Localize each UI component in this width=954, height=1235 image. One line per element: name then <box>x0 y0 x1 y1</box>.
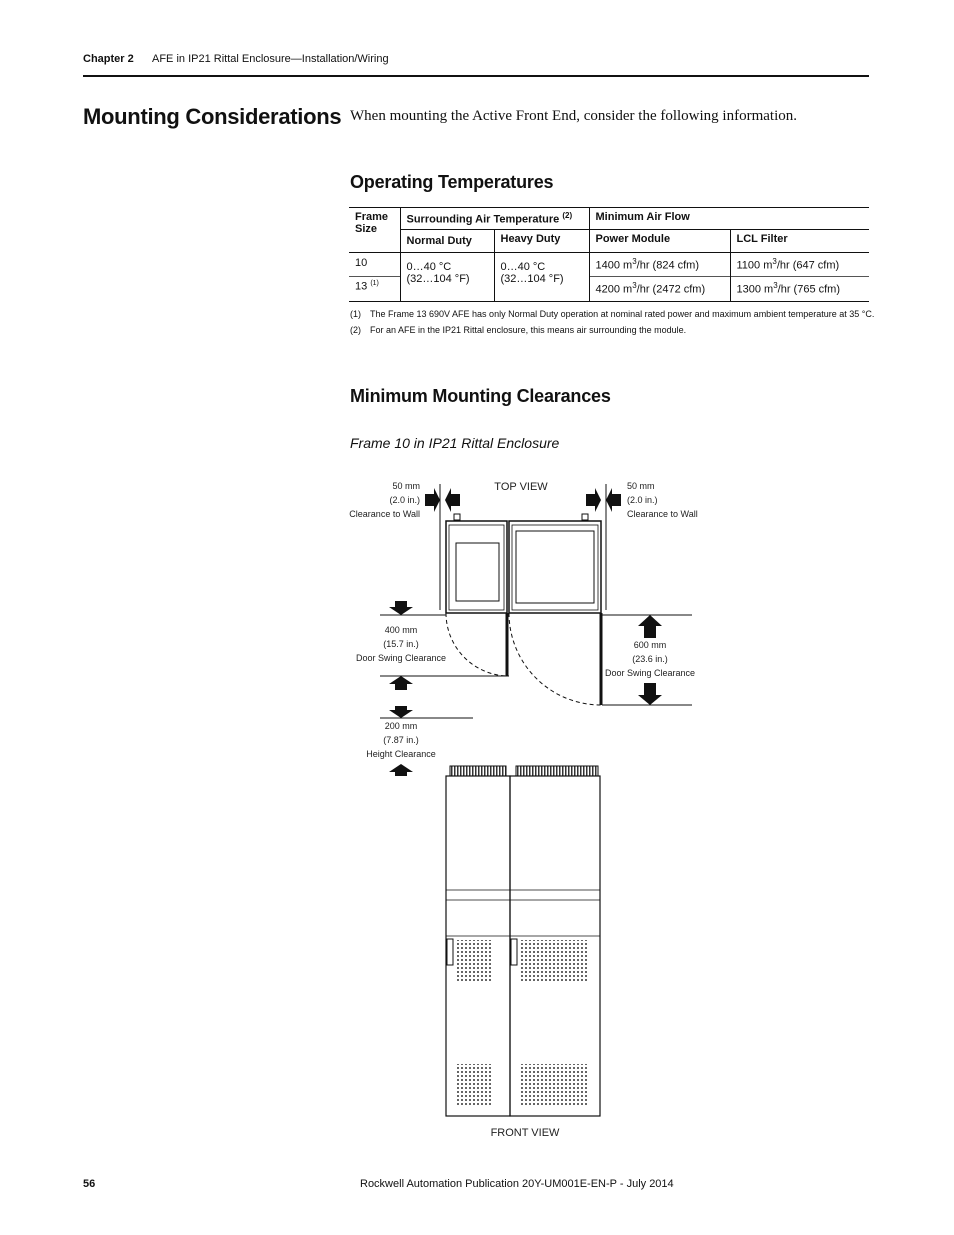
col-frame-size: Frame Size <box>349 208 400 253</box>
left-wall-clearance-label: Clearance to Wall <box>349 509 420 519</box>
power-module-cell: 4200 $m^3/hr$ (2472 cfm) <box>589 277 730 302</box>
lcl-filter-cell: 1300 $m^3/hr$ (765 cfm) <box>730 277 869 302</box>
arrow-left-icon <box>606 488 621 512</box>
right-wall-clearance-label: Clearance to Wall <box>627 509 698 519</box>
operating-temperatures-heading: Operating Temperatures <box>350 172 554 192</box>
arrow-down-icon <box>389 706 413 718</box>
left-door-swing-arc <box>446 613 509 676</box>
chapter-title: AFE in IP21 Rittal Enclosure—Installation/Wiring <box>152 53 389 65</box>
left-door-clearance-label: Door Swing Clearance <box>355 653 447 663</box>
right-door-clearance-label: Door Swing Clearance <box>604 668 696 678</box>
right-wall-clearance-in: (2.0 in.) <box>627 495 658 505</box>
normal-duty-temp: 0…40 °C (32…104 °F) <box>400 252 494 301</box>
left-door-clearance-mm: 400 mm <box>384 625 418 635</box>
arrow-down-icon <box>389 601 413 615</box>
top-view-cabinet-left <box>446 514 507 613</box>
table-row <box>349 252 869 277</box>
right-door-clearance-in: (23.6 in.) <box>632 654 668 664</box>
left-door-clearance-in: (15.7 in.) <box>383 639 419 649</box>
col-surrounding-air: Surrounding Air Temperature $^{(2)}$ <box>400 208 589 230</box>
top-view-cabinet-right <box>509 514 601 613</box>
arrow-up-icon <box>389 676 413 690</box>
left-wall-clearance-in: (2.0 in.) <box>389 495 420 505</box>
col-normal-duty: Normal Duty <box>400 229 494 252</box>
right-wall-clearance-mm: 50 mm <box>627 481 655 491</box>
mounting-clearances-heading: Minimum Mounting Clearances <box>350 386 611 406</box>
clearance-diagram <box>340 470 740 1150</box>
power-module-cell: 1400 $m^3/hr$ (824 cfm) <box>589 252 730 277</box>
col-heavy-duty: Heavy Duty <box>494 229 589 252</box>
section-intro: When mounting the Active Front End, consider the following information. <box>350 108 798 124</box>
arrow-down-icon <box>638 683 662 705</box>
height-clearance-in: (7.87 in.) <box>383 735 419 745</box>
arrow-up-icon <box>389 764 413 776</box>
col-power-module: Power Module <box>589 229 730 252</box>
front-view-label: FRONT VIEW <box>490 1127 560 1139</box>
heavy-duty-temp: 0…40 °C (32…104 °F) <box>494 252 589 301</box>
height-clearance-mm: 200 mm <box>384 721 418 731</box>
arrow-up-icon <box>638 615 662 638</box>
left-wall-clearance-mm: 50 mm <box>392 481 420 491</box>
right-door-swing-arc <box>509 613 601 705</box>
front-view-cabinet-left <box>446 766 510 1116</box>
height-clearance-label: Height Clearance <box>366 749 436 759</box>
frame-cell: 13 $^{(1)}$ <box>349 277 400 302</box>
lcl-filter-cell: 1100 $m^3/hr$ (647 cfm) <box>730 252 869 277</box>
top-view-label: TOP VIEW <box>494 481 548 493</box>
chapter-label: Chapter 2 <box>83 53 134 65</box>
publication-info: Rockwell Automation Publication 20Y-UM001E-EN-P - July 2014 <box>360 1178 674 1190</box>
page-number: 56 <box>83 1178 96 1190</box>
front-view-cabinet-right <box>510 766 600 1116</box>
arrow-left-icon <box>445 488 460 512</box>
arrow-right-icon <box>425 488 440 512</box>
frame-cell: 10 <box>349 252 400 277</box>
col-lcl-filter: LCL Filter <box>730 229 869 252</box>
right-door-clearance-mm: 600 mm <box>633 640 667 650</box>
col-minimum-air-flow: Minimum Air Flow <box>589 208 869 230</box>
header-rule <box>83 75 869 77</box>
operating-temperatures-table <box>349 207 869 302</box>
figure-caption: Frame 10 in IP21 Rittal Enclosure <box>350 435 560 451</box>
footnote: (2) For an AFE in the IP21 Rittal enclosure, this means air surrounding the module. <box>350 325 687 335</box>
footnote: (1) The Frame 13 690V AFE has only Normal Duty operation at nominal rated power and maximum ambient temperature at 35 °C. <box>350 309 875 319</box>
section-title: Mounting Considerations <box>83 104 342 129</box>
arrow-right-icon <box>586 488 601 512</box>
